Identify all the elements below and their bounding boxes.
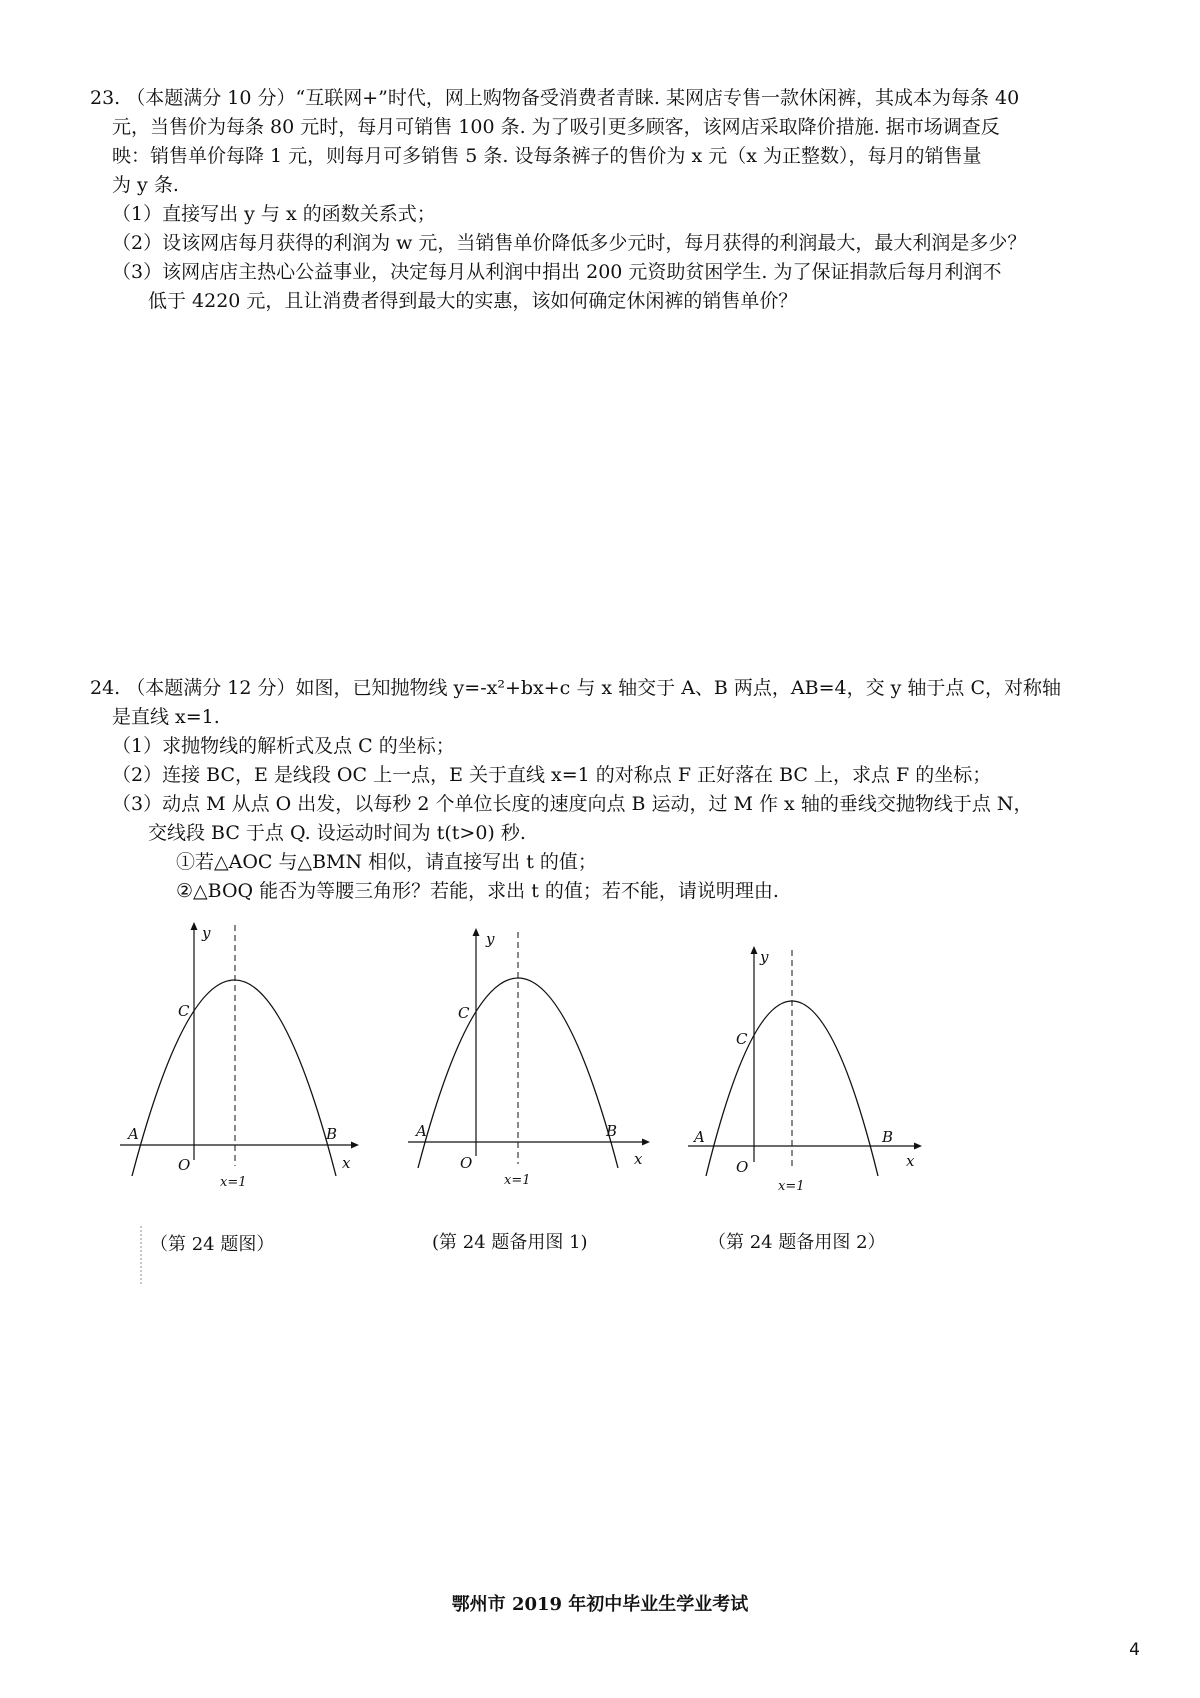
q24-subpart-2: ②△BOQ 能否为等腰三角形？若能，求出 t 的值；若不能，请说明理由. bbox=[176, 880, 779, 902]
page-number: 4 bbox=[1129, 1640, 1140, 1660]
label-c: C bbox=[178, 1002, 190, 1020]
figure-backup-1 bbox=[408, 920, 678, 1188]
q23-line: 低于 4220 元，且让消费者得到最大的实惠，该如何确定休闲裤的销售单价？ bbox=[148, 290, 798, 312]
q23-line: 23. （本题满分 10 分）“互联网+”时代，网上购物备受消费者青睐. 某网店专售一款休闲裤，其成本为每条 40 bbox=[90, 87, 1020, 109]
q24-part-2: （2）连接 BC，E 是线段 OC 上一点，E 关于直线 x=1 的对称点 F 正好落在 BC 上，求点 F 的坐标； bbox=[112, 764, 992, 786]
parabola-curve bbox=[706, 1001, 878, 1176]
label-x: x bbox=[634, 1150, 643, 1168]
scan-dotted-mark bbox=[140, 1226, 142, 1284]
q23-part-2: （2）设该网店每月获得的利润为 w 元，当销售单价降低多少元时，每月获得的利润最大，最大利润是多少？ bbox=[112, 232, 1027, 254]
label-b: B bbox=[326, 1125, 338, 1143]
label-axis-x1: x=1 bbox=[778, 1179, 805, 1194]
q24-part-1: （1）求抛物线的解析式及点 C 的坐标； bbox=[112, 735, 455, 757]
label-x: x bbox=[342, 1154, 351, 1172]
label-x: x bbox=[906, 1152, 915, 1170]
label-c: C bbox=[458, 1004, 470, 1022]
q24-line: 24. （本题满分 12 分）如图，已知抛物线 y=-x²+bx+c 与 x 轴交于 A、B 两点，AB=4，交 y 轴于点 C，对称轴 bbox=[90, 677, 1061, 699]
y-axis-arrow bbox=[751, 946, 758, 954]
x-axis-arrow bbox=[351, 1142, 359, 1149]
parabola-figure-1 bbox=[120, 920, 390, 1190]
label-y: y bbox=[486, 930, 495, 948]
question-24 bbox=[90, 674, 1120, 906]
parabola-figure-2 bbox=[408, 920, 678, 1188]
question-23 bbox=[90, 84, 1120, 316]
x-axis-arrow bbox=[914, 1143, 922, 1150]
label-axis-x1: x=1 bbox=[220, 1175, 247, 1190]
figure-main bbox=[120, 920, 390, 1190]
exam-footer-title: 鄂州市 2019 年初中毕业生学业考试 bbox=[451, 1594, 749, 1615]
q24-line: 交线段 BC 于点 Q. 设运动时间为 t(t>0) 秒. bbox=[148, 822, 526, 844]
caption-figure-backup-2: （第 24 题备用图 2） bbox=[708, 1232, 886, 1253]
label-a: A bbox=[694, 1128, 705, 1146]
label-a: A bbox=[416, 1122, 427, 1140]
x-axis-arrow bbox=[642, 1139, 650, 1146]
caption-figure-backup-1: (第 24 题备用图 1) bbox=[432, 1232, 588, 1253]
label-c: C bbox=[736, 1030, 748, 1048]
q23-part-1: （1）直接写出 y 与 x 的函数关系式； bbox=[112, 203, 436, 225]
label-b: B bbox=[882, 1128, 894, 1146]
q24-subpart-1: ①若△AOC 与△BMN 相似，请直接写出 t 的值； bbox=[176, 851, 597, 873]
figure-backup-2 bbox=[682, 940, 952, 1194]
q24-part-3: （3）动点 M 从点 O 出发，以每秒 2 个单位长度的速度向点 B 运动，过 M 作 x 轴的垂线交抛物线于点 N， bbox=[112, 793, 1033, 815]
q23-part-3: （3）该网店店主热心公益事业，决定每月从利润中捐出 200 元资助贫困学生. 为了保证捐款后每月利润不 bbox=[112, 261, 1002, 283]
label-o: O bbox=[736, 1158, 749, 1176]
parabola-figure-3 bbox=[682, 940, 952, 1194]
y-axis-arrow bbox=[473, 928, 480, 936]
q23-line: 为 y 条. bbox=[112, 174, 179, 196]
q23-line: 元，当售价为每条 80 元时，每月可销售 100 条. 为了吸引更多顾客，该网店采取降价措施. 据市场调查反 bbox=[112, 116, 1000, 138]
y-axis-arrow bbox=[191, 922, 198, 930]
q23-line: 映：销售单价每降 1 元，则每月可多销售 5 条. 设每条裤子的售价为 x 元（x 为正整数），每月的销售量 bbox=[112, 145, 982, 167]
label-o: O bbox=[460, 1154, 473, 1172]
parabola-curve bbox=[132, 980, 336, 1176]
label-y: y bbox=[202, 924, 211, 942]
label-o: O bbox=[178, 1156, 191, 1174]
label-b: B bbox=[606, 1122, 618, 1140]
label-axis-x1: x=1 bbox=[504, 1173, 531, 1188]
q24-line: 是直线 x=1. bbox=[112, 706, 220, 728]
caption-figure-main: （第 24 题图） bbox=[150, 1234, 275, 1255]
label-y: y bbox=[760, 948, 769, 966]
label-a: A bbox=[128, 1125, 139, 1143]
